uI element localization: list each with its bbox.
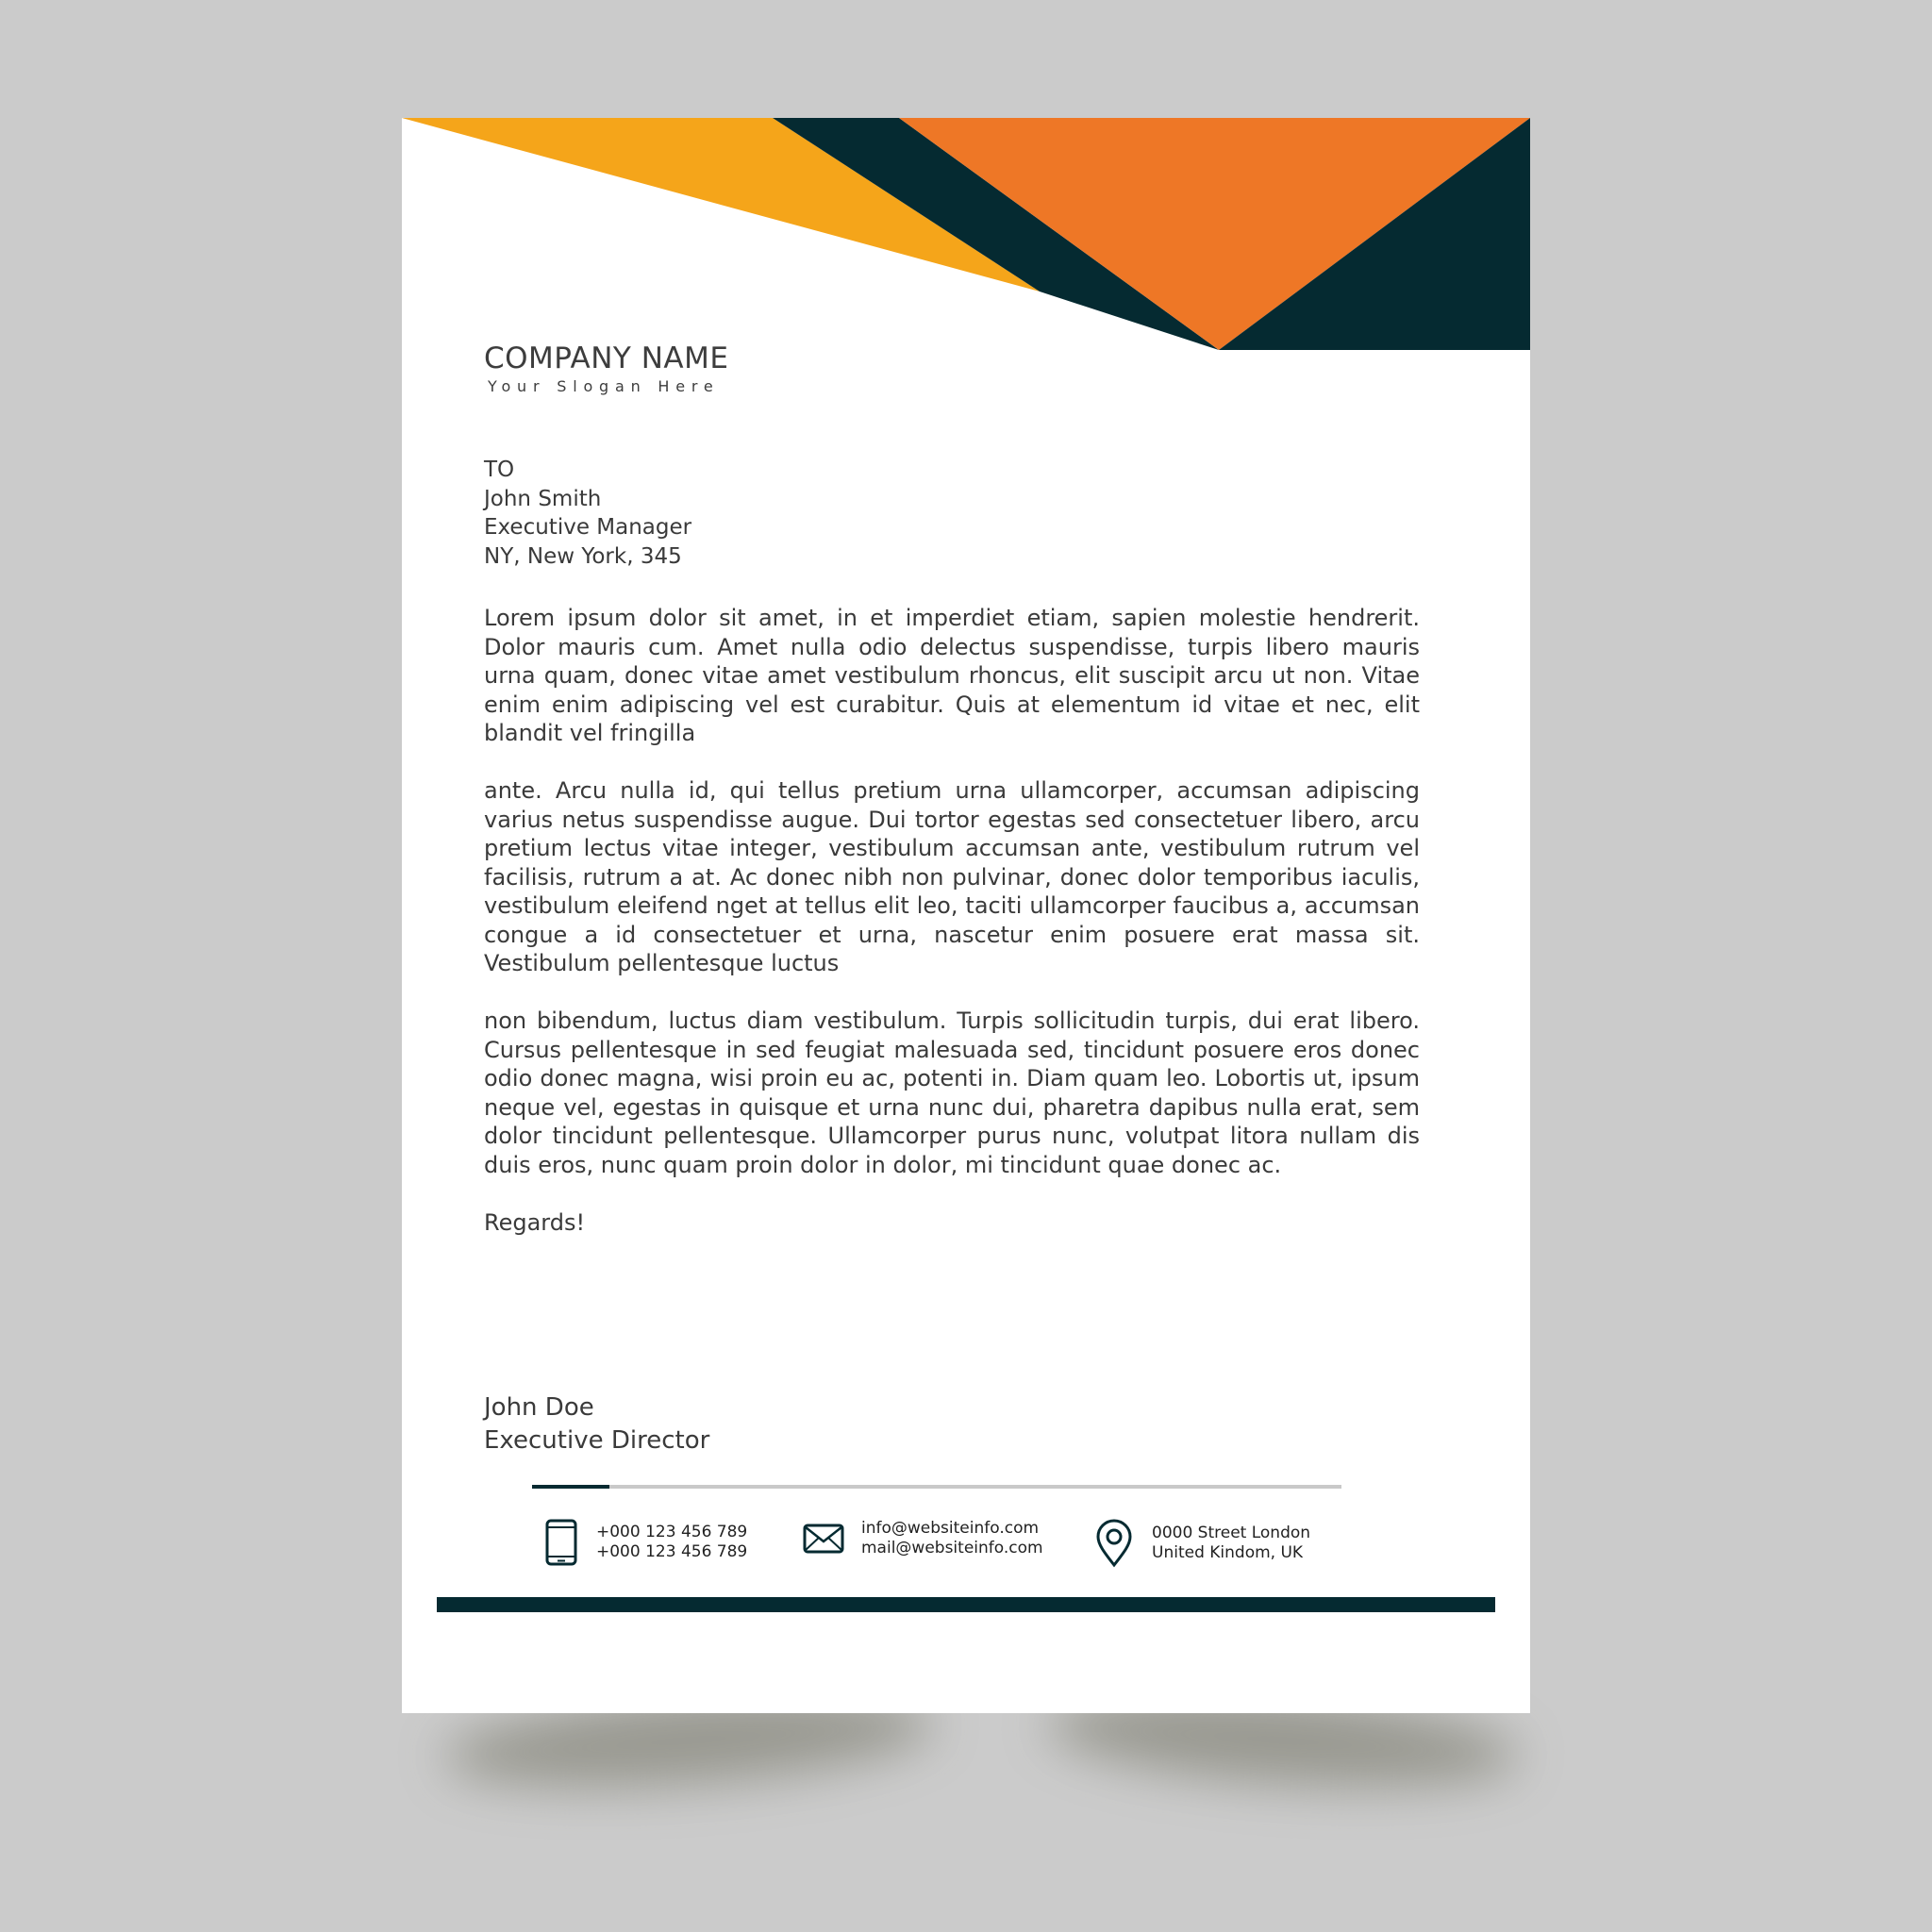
address-line-1: 0000 Street London [1152,1524,1311,1542]
footer-email [803,1519,1043,1558]
recipient-name: John Smith [484,486,602,511]
footer-divider-accent [532,1485,609,1489]
header-graphic [402,118,1530,350]
phone-line-1: +000 123 456 789 [596,1523,748,1541]
signer-title: Executive Director [484,1426,710,1455]
body-paragraph: ante. Arcu nulla id, qui tellus pretium urna ullamcorper, accumsan adipiscing varius netus suspendisse augue. Dui tortor egestas sed consectetuer libero, arcu pretium lectus vitae integer, vestibulum accumsan ante, vestibulum rutrum vel facilisis, rutrum a at. Ac donec nibh non pulvinar, donec dolor temporibus iaculis, vestibulum eleifend nget at tellus elit leo, taciti ullamcorper faucibus a, accumsan congue a id consectetuer et urna, nascetur enim posuere erat massa sit. Vestibulum pellentesque luctus [484,777,1420,976]
footer-divider [532,1485,1341,1489]
mail-icon [803,1524,844,1554]
recipient-block [484,456,691,571]
email-line-2[interactable]: mail@websiteinfo.com [861,1539,1043,1557]
body-paragraph: Lorem ipsum dolor sit amet, in et imperdiet etiam, sapien molestie hendrerit. Dolor mauris cum. Amet nulla odio delectus suspendisse, turpis libero mauris urna quam, donec vitae amet vestibulum rhoncus, elit suscipit arcu ut non. Vitae enim enim adipiscing vel est curabitur. Quis at elementum id vitae et nec, elit blandit vel fringilla [484,605,1420,746]
footer-address [1095,1519,1310,1568]
email-line-1[interactable]: info@websiteinfo.com [861,1519,1040,1538]
letterhead-page [402,118,1530,1713]
address-line-2: United Kindom, UK [1152,1543,1304,1562]
company-name: COMPANY NAME [484,341,729,375]
recipient-title: Executive Manager [484,515,692,540]
bottom-bar [437,1597,1495,1612]
signer-name: John Doe [484,1393,594,1422]
header-shapes [402,118,1530,350]
closing-text: Regards! [484,1208,586,1236]
company-block [484,341,729,395]
location-pin-icon [1095,1519,1133,1568]
body-paragraph: non bibendum, luctus diam vestibulum. Turpis sollicitudin turpis, dui erat libero. Cursus pellentesque in sed feugiat malesuada sed, tincidunt posuere eros donec odio donec magna, wisi proin eu ac, potenti in. Diam quam leo. Lobortis ut, ipsum neque vel, egestas in quisque et urna nunc dui, pharetra dapibus nulla erat, sem dolor tincidunt pellentesque. Ullamcorper purus nunc, volutpat litora nullam dis duis eros, nunc quam proin dolor in dolor, mi tincidunt quae donec ac. [484,1008,1420,1178]
letter-body [484,604,1420,1237]
footer-phone [545,1519,747,1566]
recipient-to-label: TO [484,458,515,482]
recipient-address: NY, New York, 345 [484,543,682,569]
phone-line-2: +000 123 456 789 [596,1542,748,1561]
signature-block [484,1391,709,1457]
phone-icon [545,1519,577,1566]
company-slogan: Your Slogan Here [488,377,720,395]
